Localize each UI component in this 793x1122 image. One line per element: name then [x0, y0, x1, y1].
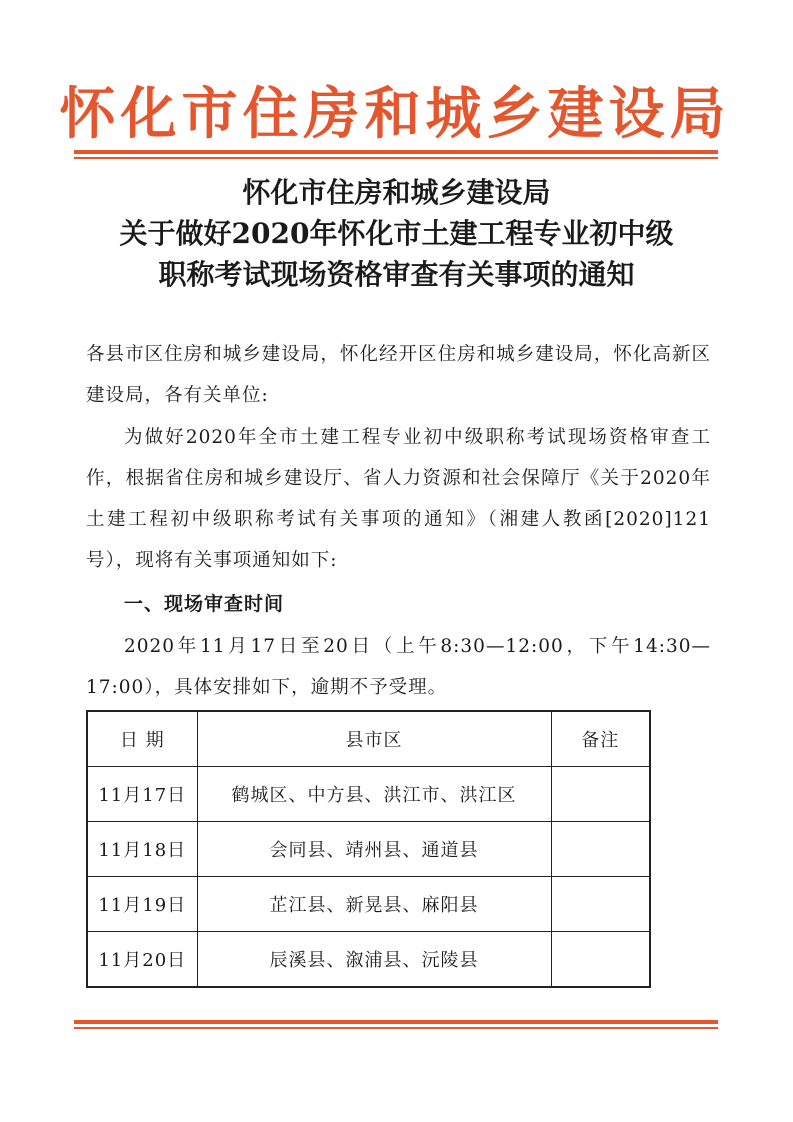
document-title-line-1: 怀化市住房和城乡建设局 — [242, 176, 551, 209]
section-1-body: 2020年11月17日至20日（上午8:30—12:00，下午14:30—17:00），具体安排如下，逾期不予受理。 — [86, 636, 711, 698]
cell-note — [551, 767, 650, 822]
document-title-line-3: 职称考试现场资格审查有关事项的通知 — [158, 258, 635, 291]
table-header-row — [87, 711, 650, 767]
table-row — [87, 822, 650, 877]
cell-counties: 鹤城区、中方县、洪江市、洪江区 — [197, 767, 551, 822]
divider-thick-line — [74, 1020, 718, 1024]
schedule-table — [86, 710, 651, 988]
cell-counties: 会同县、靖州县、通道县 — [197, 822, 551, 877]
divider-thin-line — [74, 157, 718, 159]
cell-date: 11月19日 — [87, 877, 197, 932]
salutation-paragraph: 各县市区住房和城乡建设局，怀化经开区住房和城乡建设局，怀化高新区建设局，各有关单位: — [86, 344, 711, 406]
table-row — [87, 767, 650, 822]
table-row — [87, 877, 650, 932]
cell-date: 11月18日 — [87, 822, 197, 877]
cell-note — [551, 932, 650, 988]
footer-divider — [74, 1020, 718, 1029]
cell-note — [551, 877, 650, 932]
intro-paragraph: 为做好2020年全市土建工程专业初中级职称考试现场资格审查工作，根据省住房和城乡建设厅、省人力资源和社会保障厅《关于2020年土建工程初中级职称考试有关事项的通知》（湘建人教函[2020]121号），现将有关事项通知如下: — [86, 427, 711, 571]
cell-date: 11月17日 — [87, 767, 197, 822]
document-title-line-2: 关于做好2020年怀化市土建工程专业初中级 — [119, 217, 674, 250]
divider-thin-line — [74, 1027, 718, 1029]
column-header-counties: 县市区 — [197, 711, 551, 767]
letterhead-title: 怀化市住房和城乡建设局 — [59, 82, 731, 147]
divider-thick-line — [74, 150, 718, 154]
letterhead-divider — [74, 150, 718, 159]
column-header-date: 日 期 — [87, 711, 197, 767]
cell-counties: 辰溪县、溆浦县、沅陵县 — [197, 932, 551, 988]
cell-counties: 芷江县、新晃县、麻阳县 — [197, 877, 551, 932]
cell-note — [551, 822, 650, 877]
table-row — [87, 932, 650, 988]
document-title — [70, 172, 723, 295]
cell-date: 11月20日 — [87, 932, 197, 988]
section-1-heading: 一、现场审查时间 — [124, 593, 285, 615]
column-header-note: 备注 — [551, 711, 650, 767]
